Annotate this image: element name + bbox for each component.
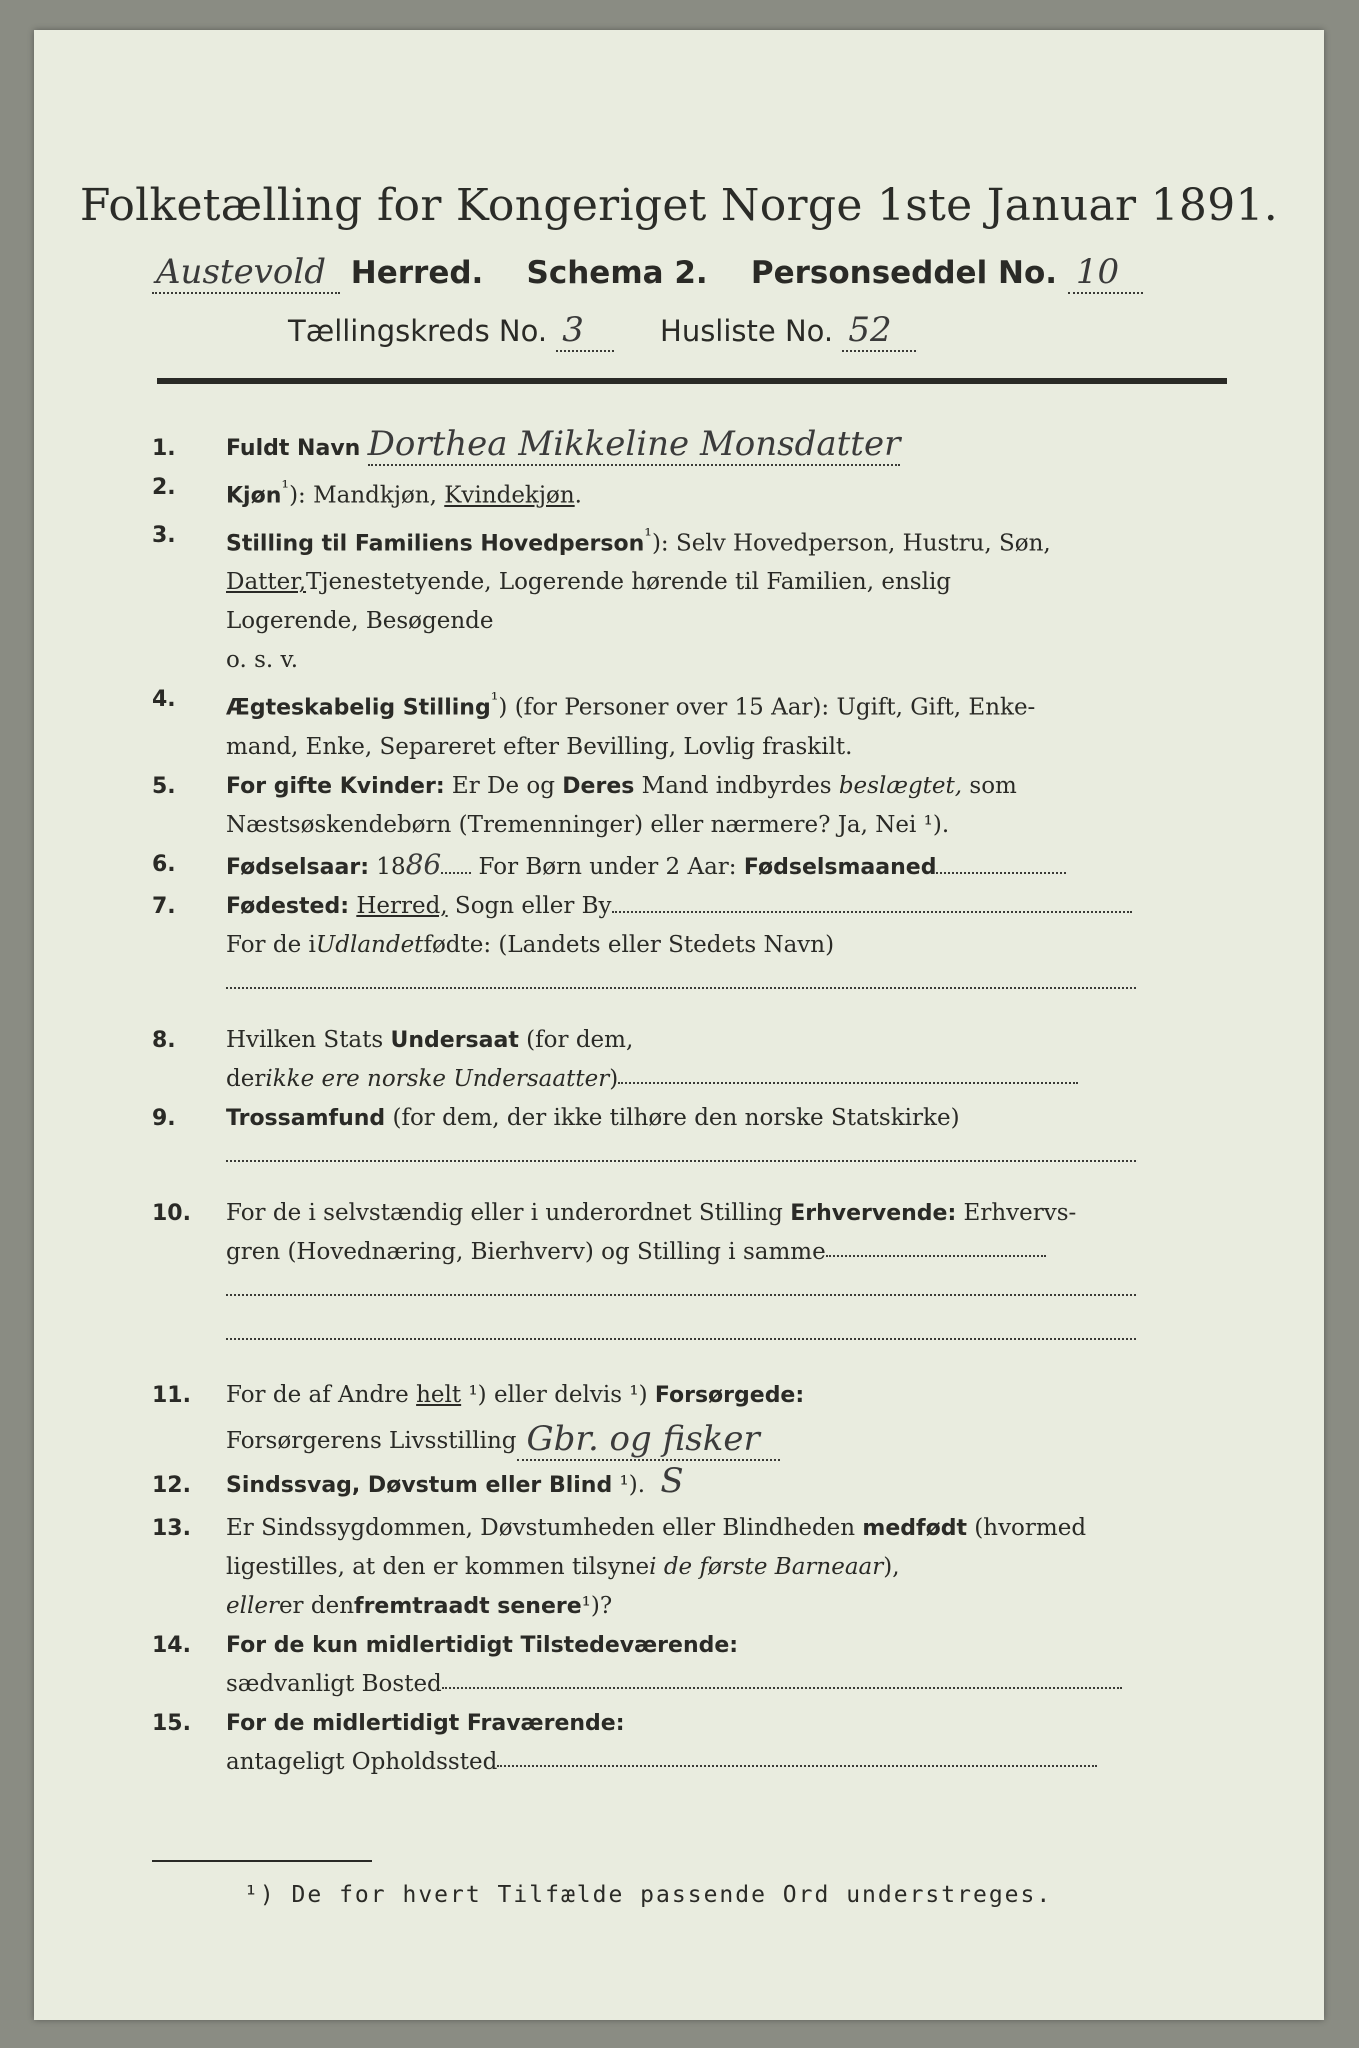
supported-selected: helt xyxy=(416,1381,462,1408)
footnote: ¹) De for hvert Tilfælde passende Ord understreges. xyxy=(244,1882,1053,1908)
question-10 xyxy=(152,1194,1232,1233)
citizenship-text-3: der xyxy=(226,1065,266,1092)
question-10-line-2 xyxy=(152,1233,1232,1272)
question-9-line-2 xyxy=(152,1138,1232,1182)
personseddel-label: Personseddel No. xyxy=(750,255,1058,291)
question-10-line-3 xyxy=(152,1272,1232,1316)
supported-label: Forsørgede: xyxy=(654,1382,805,1408)
footnote-marker: ¹ xyxy=(490,688,499,712)
family-position-selected: Datter, xyxy=(226,569,307,596)
congenital-text-4: ), xyxy=(883,1553,900,1580)
congenital-label-2: fremtraadt senere xyxy=(354,1593,582,1619)
dotted-line xyxy=(226,1138,1136,1162)
birth-month-text: For Børn under 2 Aar: xyxy=(471,853,744,880)
footnote-marker: ¹ xyxy=(644,523,652,547)
married-women-text-2: Mand indbyrdes xyxy=(634,772,839,799)
religion-label: Trossamfund xyxy=(226,1105,386,1131)
congenital-italic-2: eller xyxy=(226,1592,279,1619)
form-subheader-line xyxy=(288,310,916,350)
congenital-text-3: ligestilles, at den er kommen tilsyne xyxy=(226,1553,650,1580)
dotted-line xyxy=(618,1060,1078,1084)
footnote-marker: ¹ xyxy=(281,476,290,499)
dotted-line xyxy=(226,965,1136,989)
abroad-italic: Udlandet xyxy=(315,931,424,958)
question-5-line-2 xyxy=(152,806,1232,845)
question-number: 1. xyxy=(152,436,176,461)
birth-year-label: Fødselsaar: xyxy=(226,854,369,880)
question-4 xyxy=(152,680,1232,728)
abroad-text: For de i xyxy=(226,931,316,958)
question-7 xyxy=(152,887,1232,926)
footnote-marker: ¹). xyxy=(612,1471,646,1498)
religion-text: (for dem, der ikke tilhøre den norske Statskirke) xyxy=(385,1104,960,1131)
question-15-line-2 xyxy=(152,1743,1232,1782)
question-13 xyxy=(152,1509,1232,1548)
question-11 xyxy=(152,1376,1232,1415)
question-number: 2. xyxy=(152,475,176,500)
question-6 xyxy=(152,845,1232,887)
sex-period: . xyxy=(574,482,582,509)
sex-options: ): Mandkjøn, xyxy=(289,482,445,509)
full-name-value: Dorthea Mikkeline Monsdatter xyxy=(367,424,901,464)
question-number: 5. xyxy=(152,773,176,799)
married-women-italic: beslægtet, xyxy=(838,772,963,799)
dotted-line xyxy=(612,889,1132,913)
kreds-label: Tællingskreds No. xyxy=(288,314,548,348)
kreds-value: 3 xyxy=(556,310,614,352)
question-3 xyxy=(152,516,1232,564)
birth-month-label: Fødselsmaaned xyxy=(743,854,937,880)
occupation-text-3: gren (Hovednæring, Bierhverv) og Stilling i samme xyxy=(226,1238,826,1265)
question-9 xyxy=(152,1099,1232,1138)
herred-value: Austevold xyxy=(152,252,340,294)
question-number: 14. xyxy=(152,1632,191,1658)
question-number: 9. xyxy=(152,1105,176,1131)
birth-year-prefix: 18 xyxy=(369,853,406,880)
usual-residence-label: sædvanligt Bosted xyxy=(226,1670,442,1697)
full-name-label: Fuldt Navn xyxy=(226,436,361,461)
disability-value: S xyxy=(660,1460,684,1501)
question-number: 7. xyxy=(152,893,176,919)
citizenship-label: Undersaat xyxy=(390,1027,519,1053)
married-women-options: Næstsøskendebørn (Tremenninger) eller nærmere? Ja, Nei ¹). xyxy=(226,811,950,838)
dotted-line xyxy=(497,1743,1097,1767)
disability-label: Sindssvag, Døvstum eller Blind xyxy=(226,1472,613,1498)
form-title: Folketælling for Kongeriget Norge 1ste Januar 1891. xyxy=(79,180,1279,231)
question-13-line-3 xyxy=(152,1587,1232,1626)
married-women-text: Er De og xyxy=(444,772,563,799)
birthplace-label: Fødested: xyxy=(226,893,349,919)
family-position-etc: o. s. v. xyxy=(226,647,299,674)
congenital-text-6: ¹)? xyxy=(581,1592,613,1619)
question-3-line-3 xyxy=(152,602,1232,641)
provider-occupation-label: Forsørgerens Livsstilling xyxy=(226,1427,517,1454)
question-number: 11. xyxy=(152,1382,191,1408)
sex-label: Kjøn xyxy=(226,483,282,509)
question-number: 15. xyxy=(152,1710,191,1736)
question-number: 10. xyxy=(152,1200,191,1226)
question-5 xyxy=(152,767,1232,806)
congenital-text: Er Sindssygdommen, Døvstumheden eller Blindheden xyxy=(226,1514,863,1541)
question-3-line-4 xyxy=(152,641,1232,680)
form-header-line xyxy=(152,252,1222,292)
husliste-value: 52 xyxy=(842,310,915,352)
question-number: 4. xyxy=(152,687,176,713)
congenital-label: medfødt xyxy=(862,1515,967,1541)
question-number: 13. xyxy=(152,1515,191,1541)
family-position-options-3: Logerende, Besøgende xyxy=(226,608,494,635)
question-8 xyxy=(152,1021,1232,1060)
temporary-present-label: For de kun midlertidigt Tilstedeværende: xyxy=(226,1632,739,1658)
family-position-options: ): Selv Hovedperson, Hustru, Søn, xyxy=(651,530,1051,557)
birthplace-options: Sogn eller By xyxy=(447,892,612,919)
citizenship-text-4: ) xyxy=(609,1065,619,1092)
family-position-label: Stilling til Familiens Hovedperson xyxy=(226,531,645,557)
supported-text-2: ¹) eller delvis ¹) xyxy=(461,1381,655,1408)
citizenship-italic: ikke ere norske Undersaatter xyxy=(265,1065,610,1092)
question-4-line-2 xyxy=(152,728,1232,767)
congenital-italic: i de første Barneaar xyxy=(649,1553,884,1580)
sex-selected: Kvindekjøn xyxy=(444,482,575,509)
question-number: 6. xyxy=(152,851,176,877)
question-7-line-2 xyxy=(152,926,1232,965)
dotted-line xyxy=(936,850,1066,874)
footnote-rule xyxy=(152,1860,372,1862)
temporary-absent-label: For de midlertidigt Fraværende: xyxy=(226,1710,625,1736)
occupation-label: Erhvervende: xyxy=(790,1200,957,1226)
question-1 xyxy=(152,418,1232,468)
citizenship-text: Hvilken Stats xyxy=(226,1026,391,1053)
presumed-residence-label: antageligt Opholdssted xyxy=(226,1748,498,1775)
schema-label: Schema 2. xyxy=(526,255,708,291)
dotted-line xyxy=(442,1665,1122,1689)
question-14 xyxy=(152,1626,1232,1665)
question-2 xyxy=(152,468,1232,516)
question-number: 12. xyxy=(152,1472,191,1498)
abroad-text-2: fødte: (Landets eller Stedets Navn) xyxy=(423,931,835,958)
question-11-line-2 xyxy=(152,1415,1232,1461)
dotted-line xyxy=(826,1233,1046,1257)
marital-status-options-2: mand, Enke, Separeret efter Bevilling, Lovlig fraskilt. xyxy=(226,733,853,760)
married-women-label-2: Deres xyxy=(562,773,635,799)
question-list xyxy=(152,418,1232,1782)
question-number: 8. xyxy=(152,1027,176,1053)
personseddel-value: 10 xyxy=(1068,252,1143,294)
question-13-line-2 xyxy=(152,1548,1232,1587)
question-7-line-3 xyxy=(152,965,1232,1009)
question-number: 3. xyxy=(152,522,176,548)
question-10-line-4 xyxy=(152,1316,1232,1360)
question-12 xyxy=(152,1461,1232,1505)
question-14-line-2 xyxy=(152,1665,1232,1704)
citizenship-text-2: (for dem, xyxy=(518,1026,634,1053)
supported-text: For de af Andre xyxy=(226,1381,417,1408)
question-15 xyxy=(152,1704,1232,1743)
marital-status-options: ) (for Personer over 15 Aar): Ugift, Gift, Enke- xyxy=(498,694,1036,721)
herred-label: Herred. xyxy=(350,255,484,291)
congenital-text-2: (hvormed xyxy=(966,1514,1087,1541)
dotted-line xyxy=(226,1272,1136,1296)
census-form-page xyxy=(34,30,1324,2020)
dotted-line xyxy=(441,850,471,874)
header-rule xyxy=(157,378,1227,384)
question-3-line-2 xyxy=(152,563,1232,602)
married-women-label: For gifte Kvinder: xyxy=(226,773,445,799)
marital-status-label: Ægteskabelig Stilling xyxy=(226,695,491,721)
married-women-text-3: som xyxy=(962,772,1017,799)
family-position-options-2: Tjenestetyende, Logerende hørende til Familien, enslig xyxy=(306,569,952,596)
birthplace-selected: Herred, xyxy=(356,892,448,919)
provider-occupation-value: Gbr. og fisker xyxy=(517,1420,780,1461)
dotted-line xyxy=(226,1316,1136,1340)
question-8-line-2 xyxy=(152,1060,1232,1099)
congenital-text-5: er den xyxy=(278,1592,355,1619)
husliste-label: Husliste No. xyxy=(660,314,834,348)
occupation-text-2: Erhvervs- xyxy=(956,1199,1077,1226)
birth-year-value: 86 xyxy=(405,847,442,881)
occupation-text: For de i selvstændig eller i underordnet Stilling xyxy=(226,1199,791,1226)
